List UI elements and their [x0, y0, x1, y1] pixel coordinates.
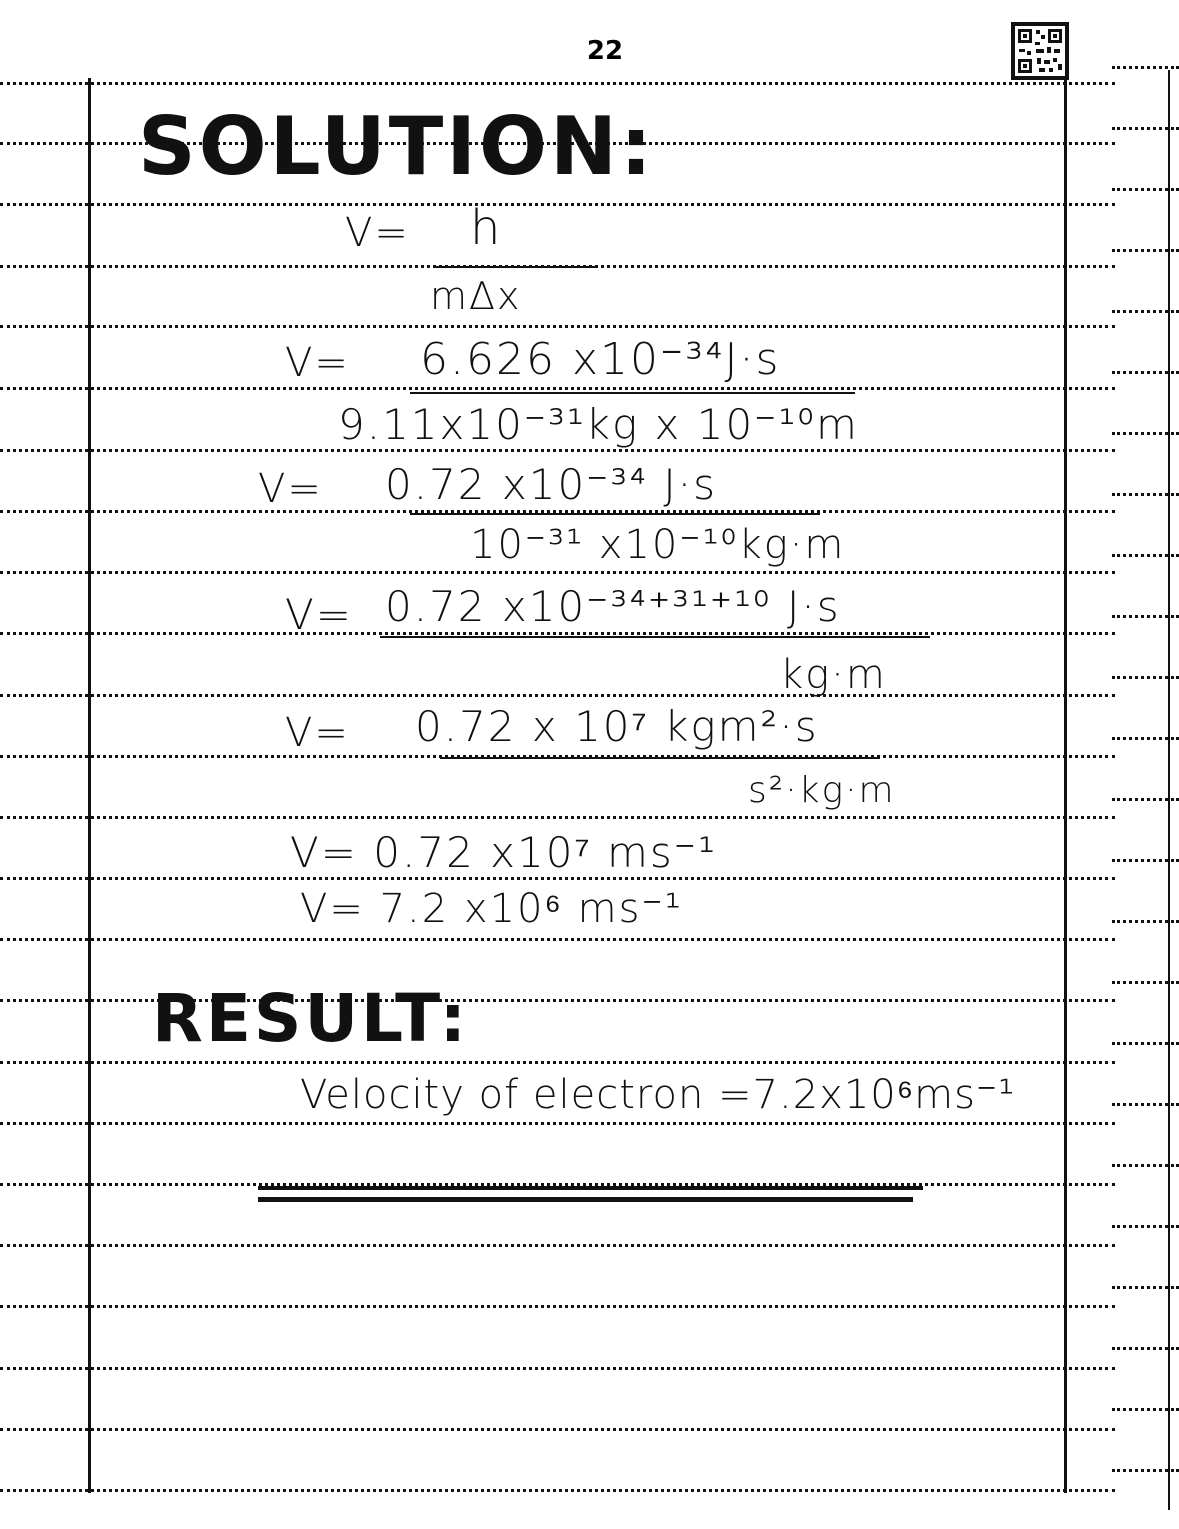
ruled-line [0, 1305, 1115, 1308]
ruled-line [0, 325, 1115, 328]
equation-lhs: V= [285, 340, 350, 386]
closing-underline [258, 1186, 923, 1190]
equation-numerator: 0.72 x 10⁷ kgm²·s [415, 702, 819, 751]
ruled-line [0, 1061, 1115, 1064]
fraction-bar [410, 513, 820, 515]
ruled-line [0, 632, 1115, 635]
fraction-bar [435, 266, 595, 268]
result-heading: RESULT: [152, 980, 469, 1057]
ruled-line [0, 82, 1115, 85]
equation-numerator: 0.72 x10⁻³⁴⁺³¹⁺¹⁰ J·s [385, 582, 841, 631]
equation-denominator: m∆x [430, 274, 522, 318]
closing-underline [258, 1197, 913, 1202]
equation-line: V= 0.72 x10⁷ ms⁻¹ [290, 828, 717, 877]
ruled-line [0, 938, 1115, 941]
ruled-line [0, 877, 1115, 880]
equation-denominator: 10⁻³¹ x10⁻¹⁰kg·m [470, 522, 846, 568]
equation-numerator: h [470, 200, 503, 256]
ruled-line [0, 1367, 1115, 1370]
fraction-bar [440, 757, 880, 759]
margin-line [1112, 66, 1179, 69]
ruled-line [0, 571, 1115, 574]
ruled-line [0, 203, 1115, 206]
ruled-line [0, 694, 1115, 697]
equation-denominator: 9.11x10⁻³¹kg x 10⁻¹⁰m [338, 400, 859, 449]
outer-right-line [1168, 70, 1170, 1510]
ruled-line [0, 1244, 1115, 1247]
equation-numerator: 6.626 x10⁻³⁴J·s [420, 334, 781, 385]
equation-denominator: s²·kg·m [748, 770, 896, 811]
fraction-bar [410, 392, 855, 394]
right-margin-line [1064, 78, 1067, 1493]
equation-lhs: V= [285, 710, 350, 756]
fraction-bar [380, 636, 930, 638]
ruled-line [0, 816, 1115, 819]
ruled-line [0, 449, 1115, 452]
qr-code-icon [1011, 22, 1069, 84]
page-number: 22 [586, 36, 624, 66]
ruled-line [0, 1428, 1115, 1431]
ruled-line [0, 1489, 1115, 1492]
ruled-line [0, 1122, 1115, 1125]
left-margin-line [88, 78, 91, 1493]
equation-lhs: V= [285, 590, 353, 639]
ruled-line [0, 387, 1115, 390]
equation-lhs: V= [258, 466, 323, 512]
equation-line: V= 7.2 x10⁶ ms⁻¹ [300, 886, 683, 932]
result-text: Velocity of electron =7.2x10⁶ms⁻¹ [300, 1072, 1016, 1118]
equation-denominator: kg·m [780, 652, 887, 698]
solution-heading: SOLUTION: [138, 100, 655, 193]
equation-lhs: V= [345, 210, 410, 256]
equation-numerator: 0.72 x10⁻³⁴ J·s [385, 460, 717, 509]
